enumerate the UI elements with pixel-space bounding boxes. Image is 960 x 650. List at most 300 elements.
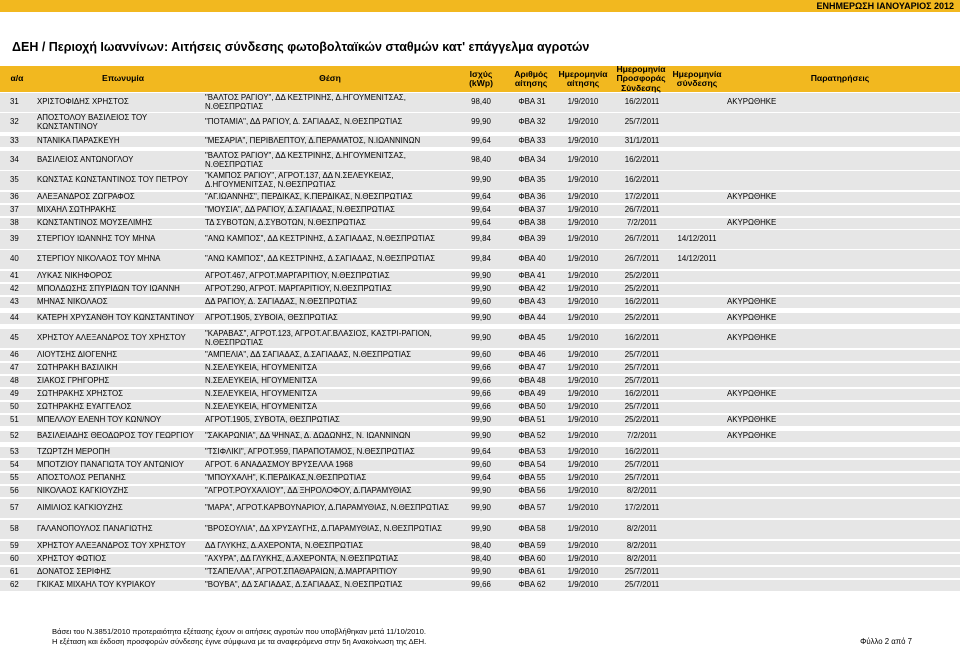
cell-notes bbox=[727, 113, 797, 132]
cell-notes bbox=[727, 554, 797, 565]
cell-request-no: ΦΒΑ 37 bbox=[518, 205, 546, 215]
cell-notes bbox=[727, 250, 797, 269]
cell-location: "ΚΑΜΠΟΣ ΡΑΓΙΟΥ", ΑΓΡΟΤ.137, ΔΔ Ν.ΣΕΛΕΥΚΕΙΑΣ, Δ.ΗΓΟΥΜΕΝΙΤΣΑΣ, Ν.ΘΕΣΠΡΩΤΙΑΣ bbox=[205, 171, 394, 189]
cell-connection-date bbox=[673, 554, 721, 565]
header-location: Θέση bbox=[319, 73, 341, 84]
cell-notes bbox=[727, 580, 797, 591]
cell-notes bbox=[727, 350, 797, 361]
cell-offer-date: 25/2/2011 bbox=[624, 415, 660, 425]
cell-request-no: ΦΒΑ 38 bbox=[518, 218, 546, 228]
cell-power: 99,66 bbox=[471, 580, 491, 590]
cell-name: ΜΗΝΑΣ ΝΙΚΟΛΑΟΣ bbox=[37, 297, 108, 307]
cell-power: 99,90 bbox=[471, 175, 491, 185]
cell-connection-date bbox=[673, 297, 721, 308]
cell-notes bbox=[727, 136, 797, 147]
cell-request-no: ΦΒΑ 60 bbox=[518, 554, 546, 564]
table-row bbox=[0, 151, 960, 170]
cell-location: "ΜΠΟΥΧΑΛΗ", Κ.ΠΕΡΔΙΚΑΣ,Ν.ΘΕΣΠΡΩΤΙΑΣ bbox=[205, 473, 367, 483]
cell-request-date: 1/9/2010 bbox=[567, 297, 599, 307]
cell-request-no: ΦΒΑ 43 bbox=[518, 297, 546, 307]
cell-connection-date bbox=[673, 473, 721, 484]
table-row bbox=[0, 136, 960, 147]
cell-request-date: 1/9/2010 bbox=[567, 333, 599, 343]
footer-line-2: Η εξέταση και έκδοση προσφορών σύνδεσης έγινε σύμφωνα με τα αναφερόμενα στην 5η Ανακοίνωση της ΔΕΗ. bbox=[52, 636, 427, 646]
cell-location: "ΣΑΚΑΡΩΝΙΑ", ΔΔ ΨΗΝΑΣ, Δ. ΔΩΔΩΝΗΣ, Ν. ΙΩΑΝΝΙΝΩΝ bbox=[205, 431, 411, 441]
table-row bbox=[0, 567, 960, 578]
cell-aa: 36 bbox=[10, 192, 19, 202]
cell-notes: ΑΚΥΡΩΘΗΚΕ bbox=[727, 192, 777, 202]
cell-name: ΣΩΤΗΡΑΚΗΣ ΕΥΑΓΓΕΛΟΣ bbox=[37, 402, 132, 412]
table-row bbox=[0, 376, 960, 387]
cell-request-date: 1/9/2010 bbox=[567, 271, 599, 281]
cell-aa: 50 bbox=[10, 402, 19, 412]
cell-connection-date bbox=[673, 447, 721, 458]
cell-offer-date: 8/2/2011 bbox=[626, 524, 658, 534]
cell-connection-date bbox=[673, 93, 721, 112]
cell-name: ΑΠΟΣΤΟΛΟΥ ΒΑΣΙΛΕΙΟΣ ΤΟΥ ΚΩΝΣΤΑΝΤΙΝΟΥ bbox=[37, 113, 148, 131]
table-row bbox=[0, 271, 960, 282]
cell-request-date: 1/9/2010 bbox=[567, 389, 599, 399]
cell-connection-date bbox=[673, 329, 721, 348]
cell-notes: ΑΚΥΡΩΘΗΚΕ bbox=[727, 97, 777, 107]
table-row bbox=[0, 205, 960, 216]
cell-request-no: ΦΒΑ 41 bbox=[518, 271, 546, 281]
cell-connection-date bbox=[673, 205, 721, 216]
cell-notes bbox=[727, 284, 797, 295]
cell-aa: 48 bbox=[10, 376, 19, 386]
cell-name: ΣΩΤΗΡΑΚΗΣ ΧΡΗΣΤΟΣ bbox=[37, 389, 124, 399]
cell-connection-date bbox=[673, 218, 721, 229]
cell-request-no: ΦΒΑ 57 bbox=[518, 503, 546, 513]
cell-name: ΜΠΟΛΔΩΣΗΣ ΣΠΥΡΙΔΩΝ ΤΟΥ ΙΩΑΝΝΗ bbox=[37, 284, 180, 294]
cell-power: 98,40 bbox=[471, 541, 491, 551]
cell-location: "ΑΝΩ ΚΑΜΠΟΣ", ΔΔ ΚΕΣΤΡΙΝΗΣ, Δ.ΣΑΓΙΑΔΑΣ, Ν.ΘΕΣΠΡΩΤΙΑΣ bbox=[205, 254, 435, 264]
footer-note bbox=[52, 627, 426, 646]
cell-request-no: ΦΒΑ 36 bbox=[518, 192, 546, 202]
cell-location: ΔΔ ΓΛΥΚΗΣ, Δ.ΑΧΕΡΟΝΤΑ, Ν.ΘΕΣΠΡΩΤΙΑΣ bbox=[205, 541, 364, 551]
table-row bbox=[0, 520, 960, 539]
cell-request-no: ΦΒΑ 39 bbox=[518, 234, 546, 244]
cell-name: ΣΙΑΚΟΣ ΓΡΗΓΟΡΗΣ bbox=[37, 376, 110, 386]
cell-power: 99,60 bbox=[471, 297, 491, 307]
cell-connection-date bbox=[673, 350, 721, 361]
cell-notes: ΑΚΥΡΩΘΗΚΕ bbox=[727, 431, 777, 441]
cell-name: ΒΑΣΙΛΕΙΑΔΗΣ ΘΕΟΔΩΡΟΣ ΤΟΥ ΓΕΩΡΓΙΟΥ bbox=[37, 431, 194, 441]
cell-request-date: 1/9/2010 bbox=[567, 431, 599, 441]
cell-notes bbox=[727, 171, 797, 190]
cell-offer-date: 16/2/2011 bbox=[624, 297, 660, 307]
cell-connection-date: 14/12/2011 bbox=[677, 254, 717, 264]
cell-name: ΜΠΕΛΛΟΥ ΕΛΕΝΗ ΤΟΥ ΚΩΝ/ΝΟΥ bbox=[37, 415, 162, 425]
cell-location: Ν.ΣΕΛΕΥΚΕΙΑ, ΗΓΟΥΜΕΝΙΤΣΑ bbox=[205, 402, 318, 412]
table-row bbox=[0, 218, 960, 229]
cell-aa: 40 bbox=[10, 254, 19, 264]
cell-offer-date: 8/2/2011 bbox=[626, 486, 658, 496]
cell-offer-date: 25/7/2011 bbox=[624, 402, 660, 412]
cell-aa: 37 bbox=[10, 205, 19, 215]
cell-aa: 44 bbox=[10, 313, 19, 323]
cell-request-date: 1/9/2010 bbox=[567, 524, 599, 534]
cell-power: 99,90 bbox=[471, 431, 491, 441]
cell-connection-date bbox=[673, 313, 721, 324]
cell-request-no: ΦΒΑ 55 bbox=[518, 473, 546, 483]
cell-aa: 61 bbox=[10, 567, 19, 577]
cell-power: 99,64 bbox=[471, 447, 491, 457]
cell-notes: ΑΚΥΡΩΘΗΚΕ bbox=[727, 389, 777, 399]
cell-aa: 45 bbox=[10, 333, 19, 343]
cell-request-date: 1/9/2010 bbox=[567, 155, 599, 165]
cell-notes bbox=[727, 447, 797, 458]
cell-request-no: ΦΒΑ 51 bbox=[518, 415, 546, 425]
cell-request-no: ΦΒΑ 54 bbox=[518, 460, 546, 470]
cell-notes: ΑΚΥΡΩΘΗΚΕ bbox=[727, 297, 777, 307]
cell-notes bbox=[727, 486, 797, 497]
cell-aa: 54 bbox=[10, 460, 19, 470]
cell-power: 99,90 bbox=[471, 486, 491, 496]
cell-offer-date: 16/2/2011 bbox=[624, 155, 660, 165]
cell-offer-date: 25/2/2011 bbox=[624, 271, 660, 281]
cell-aa: 56 bbox=[10, 486, 19, 496]
cell-aa: 59 bbox=[10, 541, 19, 551]
cell-power: 98,40 bbox=[471, 155, 491, 165]
cell-request-date: 1/9/2010 bbox=[567, 117, 599, 127]
cell-request-date: 1/9/2010 bbox=[567, 175, 599, 185]
cell-connection-date bbox=[673, 520, 721, 539]
table-row bbox=[0, 389, 960, 400]
table-row bbox=[0, 297, 960, 308]
table-row bbox=[0, 350, 960, 361]
cell-name: ΓΚΙΚΑΣ ΜΙΧΑΗΛ ΤΟΥ ΚΥΡΙΑΚΟΥ bbox=[37, 580, 156, 590]
table-row bbox=[0, 460, 960, 471]
cell-name: ΚΑΤΕΡΗ ΧΡΥΣΑΝΘΗ ΤΟΥ ΚΩΝΣΤΑΝΤΙΝΟΥ bbox=[37, 313, 195, 323]
cell-request-date: 1/9/2010 bbox=[567, 376, 599, 386]
cell-connection-date bbox=[673, 136, 721, 147]
cell-aa: 46 bbox=[10, 350, 19, 360]
table-row bbox=[0, 230, 960, 249]
cell-name: ΒΑΣΙΛΕΙΟΣ ΑΝΤΩΝΟΓΛΟΥ bbox=[37, 155, 134, 165]
cell-location: "ΒΡΟΣΟΥΛΙΑ", ΔΔ ΧΡΥΣΑΥΓΗΣ, Δ.ΠΑΡΑΜΥΘΙΑΣ, Ν.ΘΕΣΠΡΩΤΙΑΣ bbox=[205, 524, 442, 534]
cell-name: ΣΩΤΗΡΑΚΗ ΒΑΣΙΛΙΚΗ bbox=[37, 363, 118, 373]
cell-location: "ΠΟΤΑΜΙΑ", ΔΔ ΡΑΓΙΟΥ, Δ. ΣΑΓΙΑΔΑΣ, Ν.ΘΕΣΠΡΩΤΙΑΣ bbox=[205, 117, 403, 127]
table-row bbox=[0, 402, 960, 413]
cell-power: 99,90 bbox=[471, 415, 491, 425]
table-row bbox=[0, 284, 960, 295]
table-row bbox=[0, 486, 960, 497]
cell-power: 99,90 bbox=[471, 524, 491, 534]
cell-aa: 43 bbox=[10, 297, 19, 307]
cell-request-date: 1/9/2010 bbox=[567, 541, 599, 551]
cell-name: ΚΩΝΣΤΑΝΤΙΝΟΣ ΜΟΥΣΕΛΙΜΗΣ bbox=[37, 218, 153, 228]
table-row bbox=[0, 363, 960, 374]
cell-notes: ΑΚΥΡΩΘΗΚΕ bbox=[727, 313, 777, 323]
cell-notes bbox=[727, 271, 797, 282]
cell-notes bbox=[727, 541, 797, 552]
page-title: ΔΕΗ / Περιοχή Ιωαννίνων: Αιτήσεις σύνδεσης φωτοβολταϊκών σταθμών κατ' επάγγελμα αγροτών bbox=[12, 40, 590, 54]
cell-power: 99,64 bbox=[471, 136, 491, 146]
cell-request-date: 1/9/2010 bbox=[567, 567, 599, 577]
cell-request-date: 1/9/2010 bbox=[567, 205, 599, 215]
cell-location: ΑΓΡΟΤ.1905, ΣΥΒΟΙΑ, ΘΕΣΠΡΩΤΙΑΣ bbox=[205, 313, 338, 323]
cell-request-date: 1/9/2010 bbox=[567, 402, 599, 412]
cell-notes: ΑΚΥΡΩΘΗΚΕ bbox=[727, 333, 777, 343]
cell-power: 98,40 bbox=[471, 554, 491, 564]
cell-power: 99,66 bbox=[471, 389, 491, 399]
cell-request-date: 1/9/2010 bbox=[567, 473, 599, 483]
cell-request-no: ΦΒΑ 61 bbox=[518, 567, 546, 577]
table-row bbox=[0, 93, 960, 112]
cell-aa: 47 bbox=[10, 363, 19, 373]
cell-power: 99,64 bbox=[471, 205, 491, 215]
cell-connection-date bbox=[673, 363, 721, 374]
cell-connection-date bbox=[673, 192, 721, 203]
cell-connection-date bbox=[673, 460, 721, 471]
cell-offer-date: 8/2/2011 bbox=[626, 554, 658, 564]
cell-notes bbox=[727, 230, 797, 249]
top-bar-label: ΕΝΗΜΕΡΩΣΗ ΙΑΝΟΥΑΡΙΟΣ 2012 bbox=[816, 1, 954, 11]
cell-name: ΧΡΙΣΤΟΦΙΔΗΣ ΧΡΗΣΤΟΣ bbox=[37, 97, 129, 107]
cell-aa: 58 bbox=[10, 524, 19, 534]
cell-request-no: ΦΒΑ 47 bbox=[518, 363, 546, 373]
cell-offer-date: 25/7/2011 bbox=[624, 460, 660, 470]
cell-location: "ΜΟΥΣΙΑ", ΔΔ ΡΑΓΙΟΥ, Δ.ΣΑΓΙΑΔΑΣ, Ν.ΘΕΣΠΡΩΤΙΑΣ bbox=[205, 205, 395, 215]
cell-power: 99,64 bbox=[471, 192, 491, 202]
cell-power: 99,66 bbox=[471, 402, 491, 412]
cell-name: ΣΤΕΡΓΙΟΥ ΙΩΑΝΝΗΣ ΤΟΥ ΜΗΝΑ bbox=[37, 234, 156, 244]
cell-offer-date: 25/7/2011 bbox=[624, 473, 660, 483]
cell-name: ΝΤΑΝΙΚΑ ΠΑΡΑΣΚΕΥΗ bbox=[37, 136, 120, 146]
cell-name: ΤΖΩΡΤΖΗ ΜΕΡΟΠΗ bbox=[37, 447, 110, 457]
cell-request-no: ΦΒΑ 46 bbox=[518, 350, 546, 360]
cell-location: "ΜΕΣΑΡΙΑ", ΠΕΡΙΒΛΕΠΤΟΥ, Δ.ΠΕΡΑΜΑΤΟΣ, Ν.ΙΩΑΝΝΙΝΩΝ bbox=[205, 136, 421, 146]
cell-request-no: ΦΒΑ 52 bbox=[518, 431, 546, 441]
cell-request-date: 1/9/2010 bbox=[567, 503, 599, 513]
cell-request-date: 1/9/2010 bbox=[567, 350, 599, 360]
cell-request-no: ΦΒΑ 49 bbox=[518, 389, 546, 399]
cell-name: ΛΥΚΑΣ ΝΙΚΗΦΟΡΟΣ bbox=[37, 271, 113, 281]
header-request-date: Ημερομηνία αίτησης bbox=[558, 68, 608, 88]
cell-power: 99,90 bbox=[471, 567, 491, 577]
table-header bbox=[0, 63, 960, 93]
cell-aa: 57 bbox=[10, 503, 19, 513]
cell-aa: 39 bbox=[10, 234, 19, 244]
cell-location: "ΤΣΙΦΛΙΚΙ", ΑΓΡΟΤ.959, ΠΑΡΑΠΟΤΑΜΟΣ, Ν.ΘΕΣΠΡΩΤΙΑΣ bbox=[205, 447, 415, 457]
cell-offer-date: 7/2/2011 bbox=[626, 218, 658, 228]
cell-request-date: 1/9/2010 bbox=[567, 415, 599, 425]
cell-power: 99,84 bbox=[471, 234, 491, 244]
cell-power: 99,90 bbox=[471, 503, 491, 513]
cell-connection-date bbox=[673, 151, 721, 170]
cell-request-no: ΦΒΑ 32 bbox=[518, 117, 546, 127]
cell-aa: 55 bbox=[10, 473, 19, 483]
cell-power: 99,66 bbox=[471, 363, 491, 373]
cell-connection-date: 14/12/2011 bbox=[677, 234, 717, 244]
cell-power: 99,64 bbox=[471, 473, 491, 483]
cell-offer-date: 25/7/2011 bbox=[624, 580, 660, 590]
cell-aa: 33 bbox=[10, 136, 19, 146]
cell-offer-date: 25/7/2011 bbox=[624, 363, 660, 373]
cell-aa: 41 bbox=[10, 271, 19, 281]
cell-request-date: 1/9/2010 bbox=[567, 284, 599, 294]
cell-aa: 32 bbox=[10, 117, 19, 127]
cell-request-date: 1/9/2010 bbox=[567, 192, 599, 202]
cell-connection-date bbox=[673, 431, 721, 442]
cell-connection-date bbox=[673, 376, 721, 387]
cell-location: ΑΓΡΟΤ. 6 ΑΝΑΔΑΣΜΟΥ ΒΡΥΣΕΛΛΑ 1968 bbox=[205, 460, 353, 470]
cell-connection-date bbox=[673, 567, 721, 578]
cell-connection-date bbox=[673, 402, 721, 413]
cell-name: ΚΩΝΣΤΑΣ ΚΩΝΣΤΑΝΤΙΝΟΣ ΤΟΥ ΠΕΤΡΟΥ bbox=[37, 175, 189, 185]
table-row bbox=[0, 447, 960, 458]
cell-request-date: 1/9/2010 bbox=[567, 554, 599, 564]
cell-request-date: 1/9/2010 bbox=[567, 97, 599, 107]
cell-notes: ΑΚΥΡΩΘΗΚΕ bbox=[727, 218, 777, 228]
cell-aa: 35 bbox=[10, 175, 19, 185]
cell-location: "ΜΑΡΑ", ΑΓΡΟΤ.ΚΑΡΒΟΥΝΑΡΙΟΥ, Δ.ΠΑΡΑΜΥΘΙΑΣ, Ν.ΘΕΣΠΡΩΤΙΑΣ bbox=[205, 503, 449, 513]
cell-notes bbox=[727, 402, 797, 413]
cell-connection-date bbox=[673, 580, 721, 591]
cell-offer-date: 7/2/2011 bbox=[626, 431, 658, 441]
table-row bbox=[0, 192, 960, 203]
cell-request-no: ΦΒΑ 33 bbox=[518, 136, 546, 146]
cell-location: ΑΓΡΟΤ.290, ΑΓΡΟΤ. ΜΑΡΓΑΡΙΤΙΟΥ, Ν.ΘΕΣΠΡΩΤΙΑΣ bbox=[205, 284, 392, 294]
cell-location: "ΒΑΛΤΟΣ ΡΑΓΙΟΥ", ΔΔ ΚΕΣΤΡΙΝΗΣ, Δ.ΗΓΟΥΜΕΝΙΤΣΑΣ, Ν.ΘΕΣΠΡΩΤΙΑΣ bbox=[205, 151, 406, 169]
cell-offer-date: 8/2/2011 bbox=[626, 541, 658, 551]
header-offer-date: Ημερομηνία Προσφοράς Σύνδεσης bbox=[616, 63, 666, 93]
cell-request-no: ΦΒΑ 40 bbox=[518, 254, 546, 264]
cell-offer-date: 17/2/2011 bbox=[624, 192, 660, 202]
header-request-no: Αριθμός αίτησης bbox=[514, 68, 548, 88]
cell-request-date: 1/9/2010 bbox=[567, 234, 599, 244]
cell-power: 99,84 bbox=[471, 254, 491, 264]
cell-connection-date bbox=[673, 284, 721, 295]
header-name: Επωνυμία bbox=[101, 73, 145, 84]
table-row bbox=[0, 473, 960, 484]
cell-name: ΑΙΜΙΛΙΟΣ ΚΑΓΚΙΟΥΖΗΣ bbox=[37, 503, 123, 513]
cell-location: Ν.ΣΕΛΕΥΚΕΙΑ, ΗΓΟΥΜΕΝΙΤΣΑ bbox=[205, 389, 318, 399]
cell-offer-date: 25/7/2011 bbox=[624, 117, 660, 127]
cell-location: "ΑΧΥΡΑ", ΔΔ ΓΛΥΚΗΣ, Δ.ΑΧΕΡΟΝΤΑ, Ν.ΘΕΣΠΡΩΤΙΑΣ bbox=[205, 554, 399, 564]
cell-aa: 60 bbox=[10, 554, 19, 564]
cell-notes: ΑΚΥΡΩΘΗΚΕ bbox=[727, 415, 777, 425]
cell-power: 99,64 bbox=[471, 218, 491, 228]
cell-name: ΧΡΗΣΤΟΥ ΑΛΕΞΑΝΔΡΟΣ ΤΟΥ ΧΡΗΣΤΟΥ bbox=[37, 333, 186, 343]
table-row bbox=[0, 499, 960, 518]
cell-offer-date: 25/7/2011 bbox=[624, 350, 660, 360]
header-notes: Παρατηρήσεις bbox=[810, 73, 870, 84]
cell-request-no: ΦΒΑ 44 bbox=[518, 313, 546, 323]
cell-power: 99,60 bbox=[471, 350, 491, 360]
cell-name: ΧΡΗΣΤΟΥ ΑΛΕΞΑΝΔΡΟΣ ΤΟΥ ΧΡΗΣΤΟΥ bbox=[37, 541, 186, 551]
table-row bbox=[0, 250, 960, 269]
cell-connection-date bbox=[673, 415, 721, 426]
cell-power: 99,90 bbox=[471, 313, 491, 323]
cell-aa: 49 bbox=[10, 389, 19, 399]
cell-name: ΣΤΕΡΓΙΟΥ ΝΙΚΟΛΑΟΣ ΤΟΥ ΜΗΝΑ bbox=[37, 254, 161, 264]
cell-power: 99,90 bbox=[471, 271, 491, 281]
cell-offer-date: 26/7/2011 bbox=[624, 254, 660, 264]
cell-name: ΛΙΟΥΤΣΗΣ ΔΙΟΓΕΝΗΣ bbox=[37, 350, 118, 360]
cell-power: 98,40 bbox=[471, 97, 491, 107]
cell-request-no: ΦΒΑ 58 bbox=[518, 524, 546, 534]
cell-location: "ΑΓΡΟΤ.ΡΟΥΧΑΛΙΟΥ", ΔΔ ΞΗΡΟΛΟΦΟΥ, Δ.ΠΑΡΑΜΥΘΙΑΣ bbox=[205, 486, 412, 496]
footer-line-1: Βάσει του Ν.3851/2010 προτεραιότητα εξέτασης έχουν οι αιτήσεις αγροτών που υποβλήθηκαν μετά 11/10/2010. bbox=[52, 627, 426, 636]
cell-request-no: ΦΒΑ 35 bbox=[518, 175, 546, 185]
cell-name: ΜΙΧΑΗΛ ΣΩΤΗΡΑΚΗΣ bbox=[37, 205, 117, 215]
cell-power: 99,60 bbox=[471, 460, 491, 470]
cell-power: 99,90 bbox=[471, 117, 491, 127]
cell-location: ΔΔ ΡΑΓΙΟΥ, Δ. ΣΑΓΙΑΔΑΣ, Ν.ΘΕΣΠΡΩΤΙΑΣ bbox=[205, 297, 358, 307]
cell-aa: 62 bbox=[10, 580, 19, 590]
table-row bbox=[0, 415, 960, 426]
cell-offer-date: 25/2/2011 bbox=[624, 284, 660, 294]
cell-connection-date bbox=[673, 113, 721, 132]
cell-request-date: 1/9/2010 bbox=[567, 218, 599, 228]
table-row bbox=[0, 113, 960, 132]
cell-location: "ΤΣΑΠΕΛΛΑ", ΑΓΡΟΤ.ΣΠΑΘΑΡΑΙΩΝ, Δ.ΜΑΡΓΑΡΙΤΙΟΥ bbox=[205, 567, 398, 577]
top-bar bbox=[0, 0, 960, 12]
cell-request-no: ΦΒΑ 42 bbox=[518, 284, 546, 294]
table-row bbox=[0, 329, 960, 348]
cell-request-date: 1/9/2010 bbox=[567, 486, 599, 496]
header-power: Ισχύς (kWp) bbox=[469, 68, 493, 88]
page-number: Φύλλο 2 από 7 bbox=[860, 637, 912, 646]
cell-aa: 34 bbox=[10, 155, 19, 165]
table-row bbox=[0, 554, 960, 565]
cell-offer-date: 25/7/2011 bbox=[624, 567, 660, 577]
cell-offer-date: 25/2/2011 bbox=[624, 313, 660, 323]
cell-request-date: 1/9/2010 bbox=[567, 254, 599, 264]
cell-name: ΔΟΝΑΤΟΣ ΣΕΡΙΦΗΣ bbox=[37, 567, 111, 577]
cell-location: Ν.ΣΕΛΕΥΚΕΙΑ, ΗΓΟΥΜΕΝΙΤΣΑ bbox=[205, 363, 318, 373]
cell-notes bbox=[727, 520, 797, 539]
cell-location: "ΑΜΠΕΛΙΑ", ΔΔ ΣΑΓΙΑΔΑΣ, Δ.ΣΑΓΙΑΔΑΣ, Ν.ΘΕΣΠΡΩΤΙΑΣ bbox=[205, 350, 412, 360]
cell-aa: 51 bbox=[10, 415, 19, 425]
cell-notes bbox=[727, 499, 797, 518]
cell-offer-date: 17/2/2011 bbox=[624, 503, 660, 513]
cell-aa: 42 bbox=[10, 284, 19, 294]
cell-request-no: ΦΒΑ 53 bbox=[518, 447, 546, 457]
cell-connection-date bbox=[673, 541, 721, 552]
cell-aa: 52 bbox=[10, 431, 19, 441]
cell-connection-date bbox=[673, 499, 721, 518]
cell-location: ΑΓΡΟΤ.1905, ΣΥΒΟΤΑ, ΘΕΣΠΡΩΤΙΑΣ bbox=[205, 415, 340, 425]
table-row bbox=[0, 313, 960, 324]
cell-aa: 53 bbox=[10, 447, 19, 457]
cell-name: ΑΠΟΣΤΟΛΟΣ ΡΕΠΑΝΗΣ bbox=[37, 473, 126, 483]
cell-power: 99,66 bbox=[471, 376, 491, 386]
cell-request-date: 1/9/2010 bbox=[567, 447, 599, 457]
cell-request-date: 1/9/2010 bbox=[567, 580, 599, 590]
table-row bbox=[0, 580, 960, 591]
cell-location: Ν.ΣΕΛΕΥΚΕΙΑ, ΗΓΟΥΜΕΝΙΤΣΑ bbox=[205, 376, 318, 386]
cell-offer-date: 26/7/2011 bbox=[624, 205, 660, 215]
table-row bbox=[0, 431, 960, 442]
cell-name: ΧΡΗΣΤΟΥ ΦΩΤΙΟΣ bbox=[37, 554, 107, 564]
cell-notes bbox=[727, 567, 797, 578]
cell-aa: 31 bbox=[10, 97, 19, 107]
cell-request-date: 1/9/2010 bbox=[567, 363, 599, 373]
cell-request-date: 1/9/2010 bbox=[567, 136, 599, 146]
cell-request-no: ΦΒΑ 48 bbox=[518, 376, 546, 386]
cell-location: "ΑΓ.ΙΩΑΝΝΗΣ", ΠΕΡΔΙΚΑΣ, Κ.ΠΕΡΔΙΚΑΣ, Ν.ΘΕΣΠΡΩΤΙΑΣ bbox=[205, 192, 413, 202]
cell-offer-date: 16/2/2011 bbox=[624, 175, 660, 185]
cell-notes bbox=[727, 376, 797, 387]
header-connection-date: Ημερομηνία σύνδεσης bbox=[672, 68, 722, 88]
cell-request-no: ΦΒΑ 31 bbox=[518, 97, 546, 107]
cell-notes bbox=[727, 205, 797, 216]
cell-offer-date: 16/2/2011 bbox=[624, 333, 660, 343]
cell-offer-date: 31/1/2011 bbox=[624, 136, 660, 146]
